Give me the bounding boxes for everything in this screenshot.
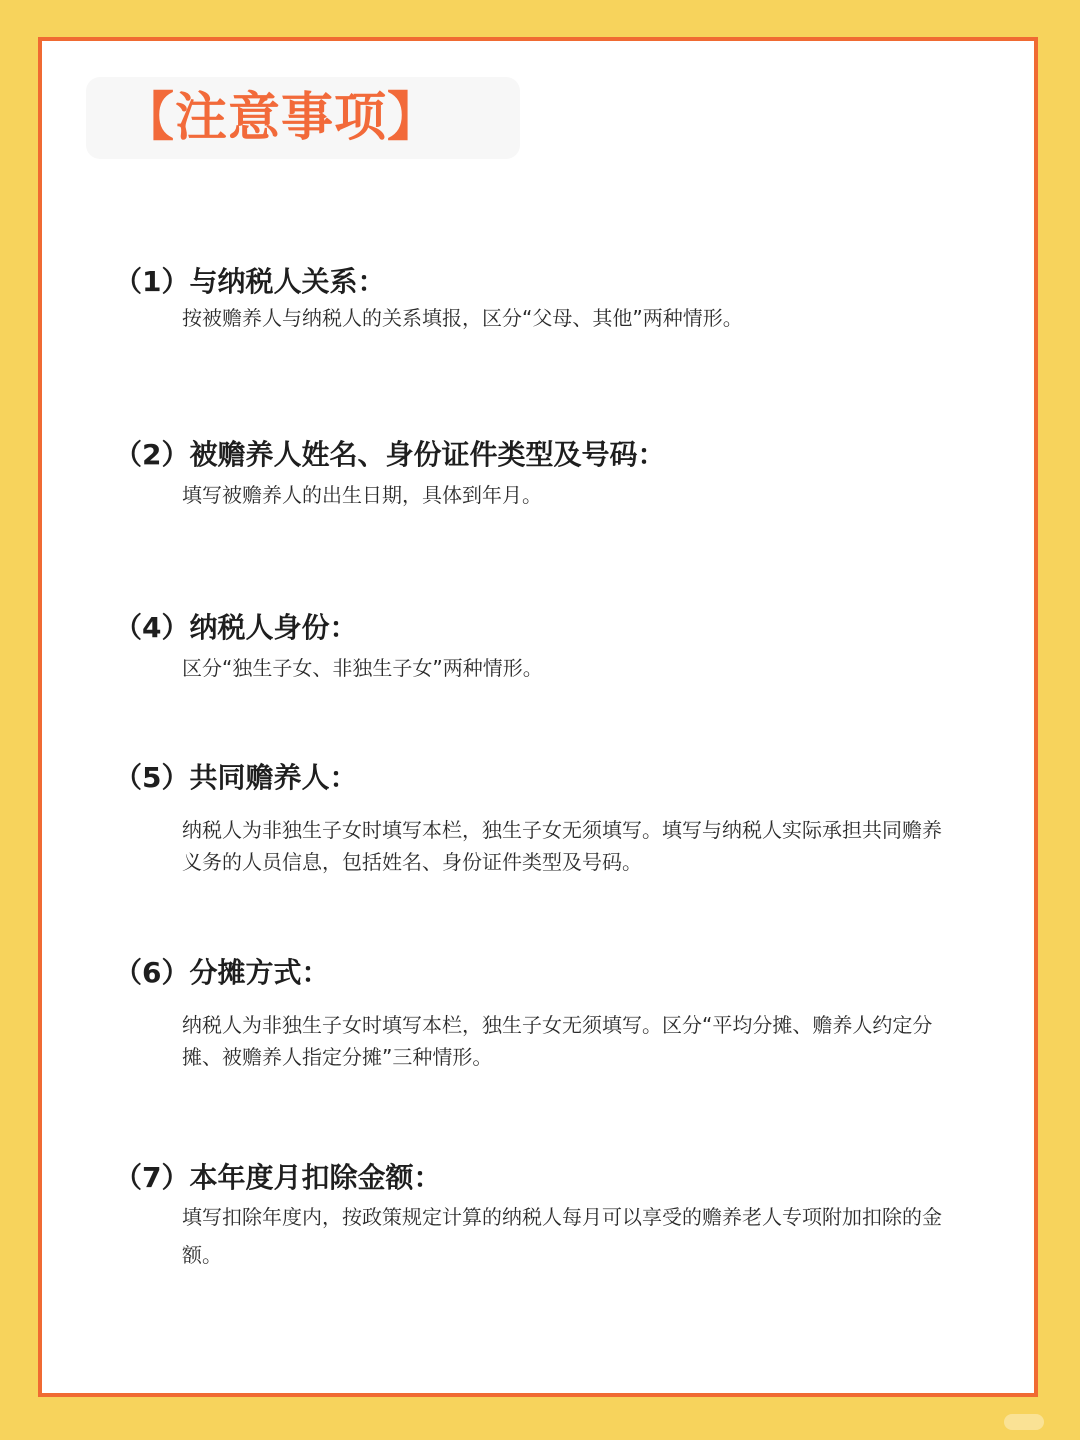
- section-body: 纳税人为非独生子女时填写本栏，独生子女无须填写。区分“平均分摊、赡养人约定分摊、被赡养人指定分摊”三种情形。: [182, 1013, 933, 1069]
- section-heading: （2）被赡养人姓名、身份证件类型及号码：: [114, 438, 666, 471]
- section-heading: （1）与纳税人关系：: [114, 265, 386, 298]
- section-taxpayer-status: [114, 610, 954, 684]
- section-heading: （5）共同赡养人：: [114, 761, 358, 794]
- section-body: 填写扣除年度内，按政策规定计算的纳税人每月可以享受的赡养老人专项附加扣除的金额。: [182, 1205, 942, 1267]
- section-body: 填写被赡养人的出生日期，具体到年月。: [182, 483, 542, 507]
- section-heading: （6）分摊方式：: [114, 956, 330, 989]
- section-relationship: [114, 264, 954, 334]
- section-heading: （4）纳税人身份：: [114, 611, 358, 644]
- section-dependent-identity: [114, 437, 954, 511]
- section-allocation-method: [114, 955, 954, 1073]
- section-co-supporters: [114, 760, 954, 878]
- section-body: 按被赡养人与纳税人的关系填报，区分“父母、其他”两种情形。: [182, 306, 743, 330]
- page-title: 【注意事项】: [122, 88, 441, 148]
- content-card: [38, 37, 1038, 1397]
- section-body: 区分“独生子女、非独生子女”两种情形。: [182, 656, 543, 680]
- section-heading: （7）本年度月扣除金额：: [114, 1161, 442, 1194]
- watermark-badge: [1004, 1414, 1044, 1430]
- section-body: 纳税人为非独生子女时填写本栏，独生子女无须填写。填写与纳税人实际承担共同赡养义务的人员信息，包括姓名、身份证件类型及号码。: [182, 818, 942, 874]
- section-monthly-deduction: [114, 1160, 954, 1274]
- title-box: [86, 77, 520, 159]
